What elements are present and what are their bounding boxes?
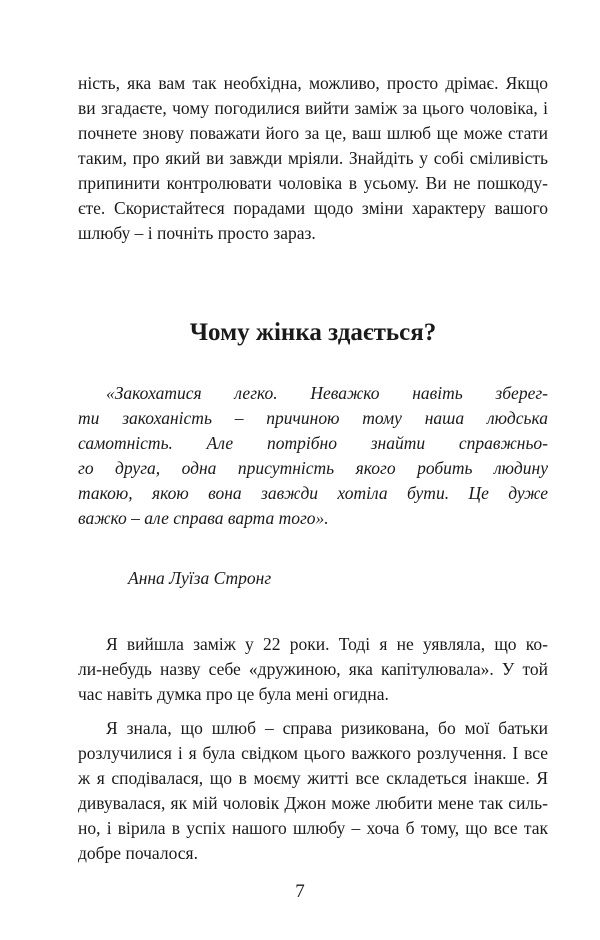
text-line: но, і вірила в успіх нашого шлюбу – хоча б тому, що все так [78,818,548,838]
text-line: почнете знову поважати його за це, ваш шлюб ще може стати [78,123,548,143]
text-line: Я знала, що шлюб – справа ризикована, бо мої батьки [106,718,548,738]
text-line: таким, про який ви завжди мріяли. Знайдіть у собі сміливість [78,148,548,168]
body-paragraph-2 [78,716,548,866]
quote-line: важко – але справа варта того». [78,508,329,528]
text-line: ність, яка вам так необхідна, можливо, просто дрімає. Якщо [78,73,548,93]
text-line: ви згадаєте, чому погодилися вийти заміж за цього чоловіка, і [78,98,548,118]
epigraph-quote [78,381,548,531]
text-line: час навіть думка про це була мені огидна. [78,684,389,704]
quote-line: самотність. Але потрібно знайти справжньо- [78,433,548,453]
text-line: добре почалося. [78,843,198,863]
quote-line: ти закоханість – причиною тому наша людська [78,408,548,428]
body-paragraph-1 [78,632,548,707]
text-line: ли-небудь назву себе «дружиною, яка капітулювала». У той [78,659,548,679]
intro-paragraph [78,71,548,246]
text-line: припинити контролювати чоловіка в усьому. Ви не пошкоду- [78,173,548,193]
text-line: розлучилися і я була свідком цього важкого розлучення. І все [78,743,548,763]
text-line: ж я сподівалася, що в моєму житті все складеться інакше. Я [78,768,548,788]
quote-attribution: Анна Луїза Стронг [128,568,272,588]
quote-line: такою, якою вона завжди хотіла бути. Це дуже [78,483,548,503]
text-line: шлюбу – і почніть просто зараз. [78,223,316,243]
section-heading: Чому жінка здається? [189,319,437,346]
quote-line: го друга, одна присутність якого робить людину [78,458,548,478]
quote-line: «Закохатися легко. Неважко навіть зберег- [106,383,548,403]
text-line: єте. Скористайтеся порадами щодо зміни характеру вашого [78,198,548,218]
text-line: Я вийшла заміж у 22 роки. Тоді я не уявляла, що ко- [106,634,548,654]
text-line: дивувалася, як мій чоловік Джон може любити мене так силь- [78,793,548,813]
page-number: 7 [295,881,305,902]
